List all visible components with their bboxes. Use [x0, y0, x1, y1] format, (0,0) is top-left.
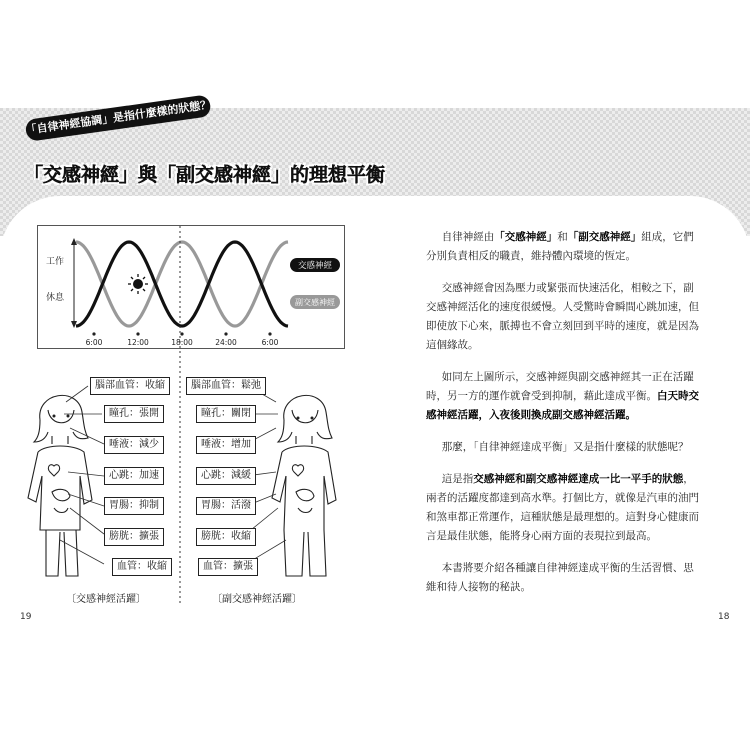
left-label-blood-vessels: 血管：收縮: [112, 558, 172, 576]
sympathetic-wave: [76, 242, 288, 326]
right-label-pupil: 瞳孔：關閉: [196, 405, 256, 423]
p5-text-c: ，兩者的活躍度都達到高水準。打個比方，就像是汽車的油門和煞車都正常運作，這種狀態是最理想的。這對身心健康而言是最佳狀態，能將身心兩方面的表現拉到最高。: [426, 473, 699, 542]
p1-bold-parasympathetic: 「副交感神經」: [567, 231, 642, 243]
parasympathetic-wave: [76, 242, 288, 326]
x-tick-label: 6:00: [261, 338, 279, 347]
paragraph-3: [426, 368, 704, 425]
left-label-pupil: 瞳孔：張開: [104, 405, 164, 423]
y-label-rest: 休息: [46, 293, 65, 303]
x-tick-dot: [136, 332, 139, 335]
paragraph-4: 那麼，「自律神經達成平衡」又是指什麼樣的狀態呢？: [441, 441, 689, 453]
right-label-bladder: 膀胱：收縮: [196, 528, 256, 546]
x-tick-dot: [268, 332, 271, 335]
left-label-heartbeat: 心跳：加速: [104, 467, 164, 485]
moon-icon: [223, 275, 230, 289]
right-label-heartbeat: 心跳：減緩: [196, 467, 256, 485]
x-tick-label: 12:00: [127, 338, 149, 347]
right-label-blood-vessels: 血管：擴張: [198, 558, 258, 576]
right-label-saliva: 唾液：增加: [196, 436, 256, 454]
nerve-activity-chart: [37, 225, 345, 349]
x-tick-label: 6:00: [85, 338, 103, 347]
paragraph-5: [426, 470, 704, 546]
page-number-left: 19: [20, 612, 32, 622]
paragraph-1: [426, 228, 704, 266]
paragraph-2: 交感神經會因為壓力或緊張而快速活化，相較之下，副交感神經活化的速度很緩慢。人受驚時會瞬間心跳加速，但即使放下心來，脈搏也不會立刻回到平時的速度，就是因為這個緣故。: [426, 282, 699, 351]
p5-bold: 交感神經和副交感神經達成一比一平手的狀態: [473, 473, 684, 485]
y-label-work: 工作: [46, 257, 65, 267]
p1-bold-sympathetic: 「交感神經」: [494, 231, 558, 243]
x-tick-label: 24:00: [215, 338, 237, 347]
page-number-right: 18: [718, 612, 730, 622]
left-label-saliva: 唾液：減少: [104, 436, 164, 454]
sun-icon: [128, 274, 148, 294]
chart-svg: [38, 226, 344, 348]
right-figure-caption: 〔副交感神經活躍〕: [212, 594, 302, 605]
p1-text-e: 組成，它們分別負責相反的職責，維持體內環境的恆定。: [426, 231, 694, 262]
x-tick-dot: [224, 332, 227, 335]
left-label-bladder: 膀胱：擴張: [104, 528, 164, 546]
p1-text-c: 和: [557, 231, 568, 243]
right-label-brain-vessels: 腦部血管：鬆弛: [186, 377, 266, 395]
p1-text-a: 自律神經由: [441, 231, 495, 243]
p3-bold: 白天時交感神經活躍，入夜後則換成副交感神經活躍。: [426, 390, 699, 421]
left-label-brain-vessels: 腦部血管：收縮: [90, 377, 170, 395]
left-label-stomach: 胃腸：抑制: [104, 497, 164, 515]
page-title: 「交感神經」與「副交感神經」的理想平衡: [24, 164, 386, 186]
left-connector-lines: [40, 380, 110, 580]
legend-parasympathetic: 副交感神經: [295, 298, 335, 307]
p3-text-a: 如同左上圖所示，交感神經與副交感神經其一正在活躍時，另一方的運作就會受到抑制，藉此達成平衡。: [426, 371, 694, 402]
paragraph-6: 本書將要介紹各種讓自律神經達成平衡的生活習慣、思維和待人接物的秘訣。: [426, 562, 694, 593]
legend-sympathetic: 交感神經: [297, 261, 333, 271]
right-label-stomach: 胃腸：活潑: [196, 497, 256, 515]
body-text: [426, 228, 704, 610]
x-tick-label: 18:00: [171, 338, 193, 347]
left-figure-caption: 〔交感神經活躍〕: [66, 594, 146, 605]
p5-text-a: 這是指: [441, 473, 474, 485]
x-axis-ticks: [86, 332, 279, 347]
center-divider: [178, 226, 182, 606]
subtitle-pill: 「自律神經協調」是指什麼樣的狀態？: [24, 94, 211, 142]
x-tick-dot: [92, 332, 95, 335]
